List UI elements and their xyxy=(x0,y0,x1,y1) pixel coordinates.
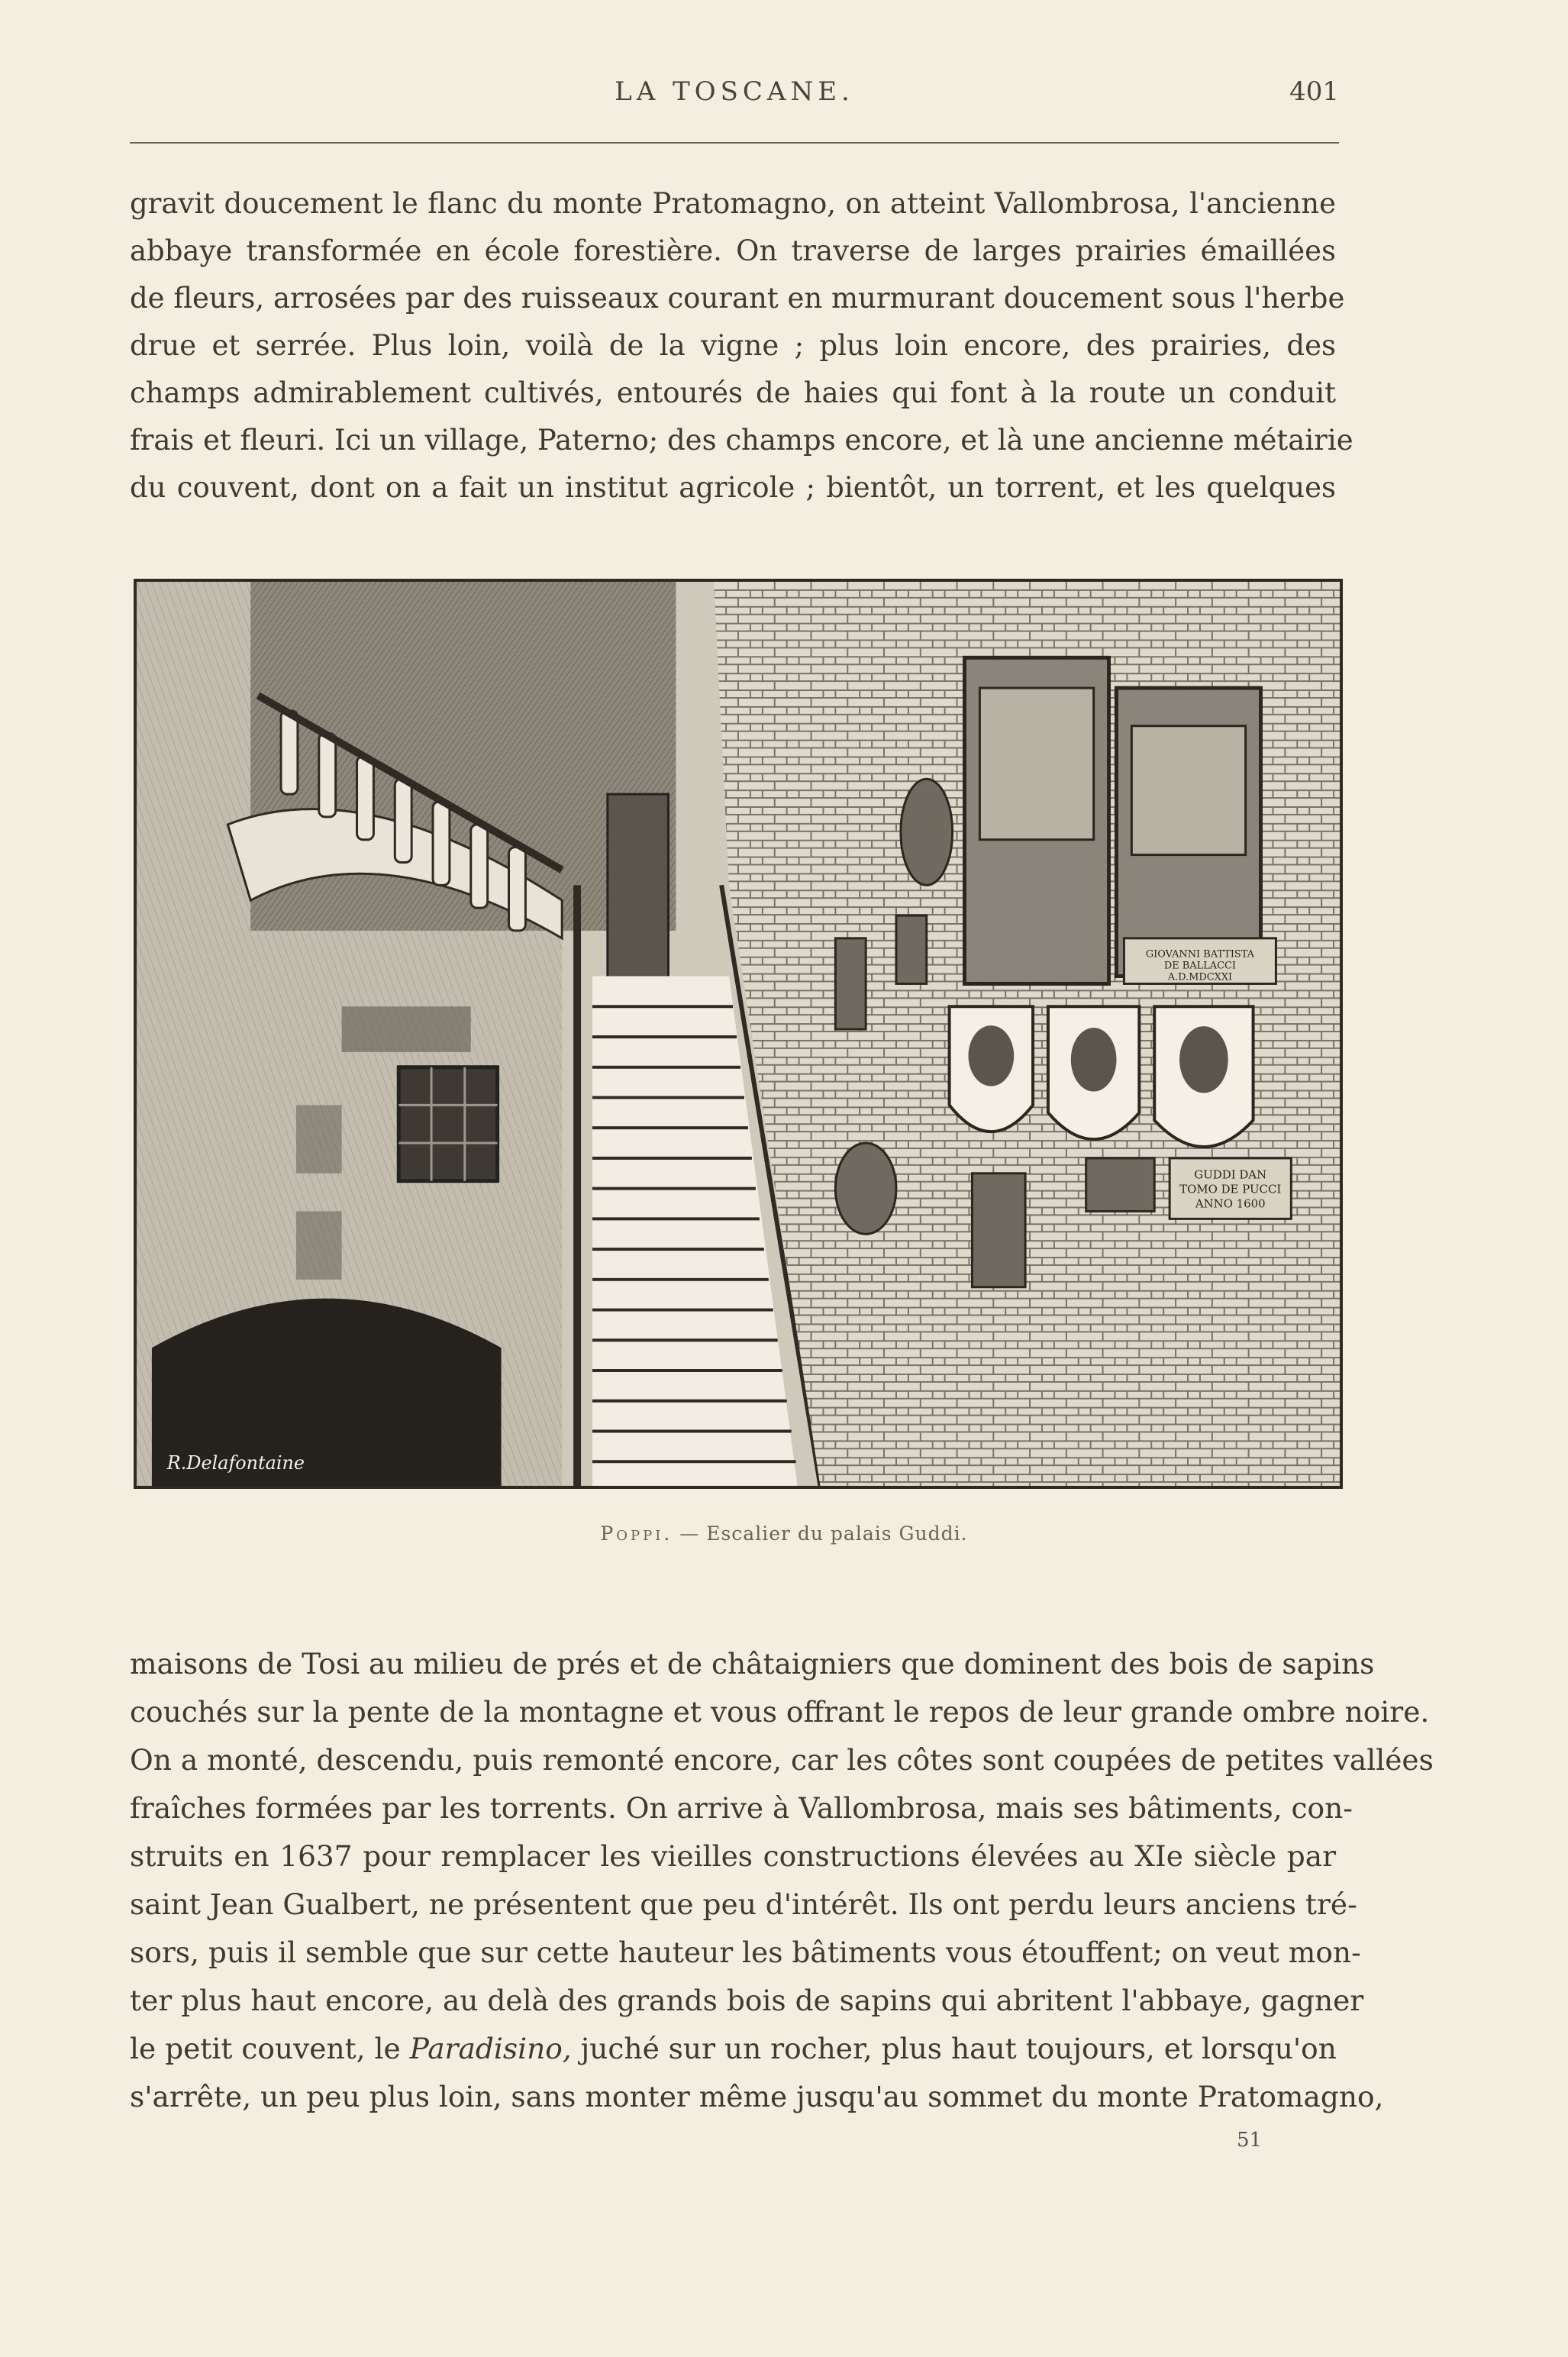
plaque-text: GUDDI DAN xyxy=(1194,1167,1267,1182)
text-line: struits en 1637 pour remplacer les vieilles constructions élevées au XIe siècle par xyxy=(130,1839,1336,1873)
header-rule xyxy=(130,142,1339,144)
plaque-text: ANNO 1600 xyxy=(1195,1196,1266,1211)
text-line: gravit doucement le flanc du monte Pratomagno, on atteint Vallombrosa, l'ancienne xyxy=(130,187,1336,220)
running-title: LA TOSCANE. xyxy=(615,76,854,107)
caption-text: — Escalier du palais Guddi. xyxy=(679,1522,968,1545)
plaque-text: TOMO DE PUCCI xyxy=(1179,1182,1282,1196)
paragraph-bottom xyxy=(130,1640,1434,2121)
signature-mark: 51 xyxy=(1237,2129,1263,2152)
page-number: 401 xyxy=(1289,76,1339,107)
plaque-text: DE BALLACCI xyxy=(1163,960,1236,972)
text-line xyxy=(130,2025,1336,2073)
text-line: sors, puis il semble que sur cette hauteur les bâtiments vous étouffent; on veut mon- xyxy=(130,1936,1361,1969)
engraving-illustration xyxy=(134,579,1343,1489)
text-line: maisons de Tosi au milieu de prés et de châtaigniers que dominent des bois de sapins xyxy=(130,1647,1375,1681)
figure-caption xyxy=(0,1522,1568,1545)
text-line: ter plus haut encore, au delà des grands bois de sapins qui abritent l'abbaye, gagner xyxy=(130,1984,1364,2017)
text-fragment: juché sur un rocher, plus haut toujours, et lorsqu'on xyxy=(571,2032,1337,2065)
text-line: frais et fleuri. Ici un village, Paterno; des champs encore, et là une ancienne métairie xyxy=(130,424,1353,457)
text-line: s'arrête, un peu plus loin, sans monter même jusqu'au sommet du monte Pratomagno, xyxy=(130,2080,1384,2113)
page-header xyxy=(130,76,1339,122)
text-line: On a monté, descendu, puis remonté encore, car les côtes sont coupées de petites vallées xyxy=(130,1743,1434,1777)
text-line: saint Jean Gualbert, ne présentent que peu d'intérêt. Ils ont perdu leurs anciens tré- xyxy=(130,1887,1357,1921)
staircase-engraving xyxy=(137,582,1340,1486)
text-line: couchés sur la pente de la montagne et vous offrant le repos de leur grande ombre noire. xyxy=(130,1695,1430,1729)
text-line: de fleurs, arrosées par des ruisseaux courant en murmurant doucement sous l'herbe xyxy=(130,282,1345,315)
plaque-text: A.D.MDCXXI xyxy=(1167,971,1233,983)
text-line: fraîches formées par les torrents. On arrive à Vallombrosa, mais ses bâtiments, con- xyxy=(130,1791,1353,1825)
text-line: abbaye transformée en école forestière. On traverse de larges prairies émaillées xyxy=(130,234,1336,267)
plaque-text: GIOVANNI BATTISTA xyxy=(1145,948,1255,961)
text-line: champs admirablement cultivés, entourés de haies qui font à la route un conduit xyxy=(130,376,1336,409)
paragraph-top xyxy=(130,180,1353,512)
engraver-signature: R.Delafontaine xyxy=(166,1452,305,1474)
caption-place: Poppi. xyxy=(600,1522,673,1545)
text-line: drue et serrée. Plus loin, voilà de la vigne ; plus loin encore, des prairies, des xyxy=(130,329,1336,362)
text-line: du couvent, dont on a fait un institut agricole ; bientôt, un torrent, et les quelques xyxy=(130,471,1336,504)
text-fragment: le petit couvent, le xyxy=(130,2032,410,2065)
italic-title: Paradisino, xyxy=(409,2032,572,2065)
